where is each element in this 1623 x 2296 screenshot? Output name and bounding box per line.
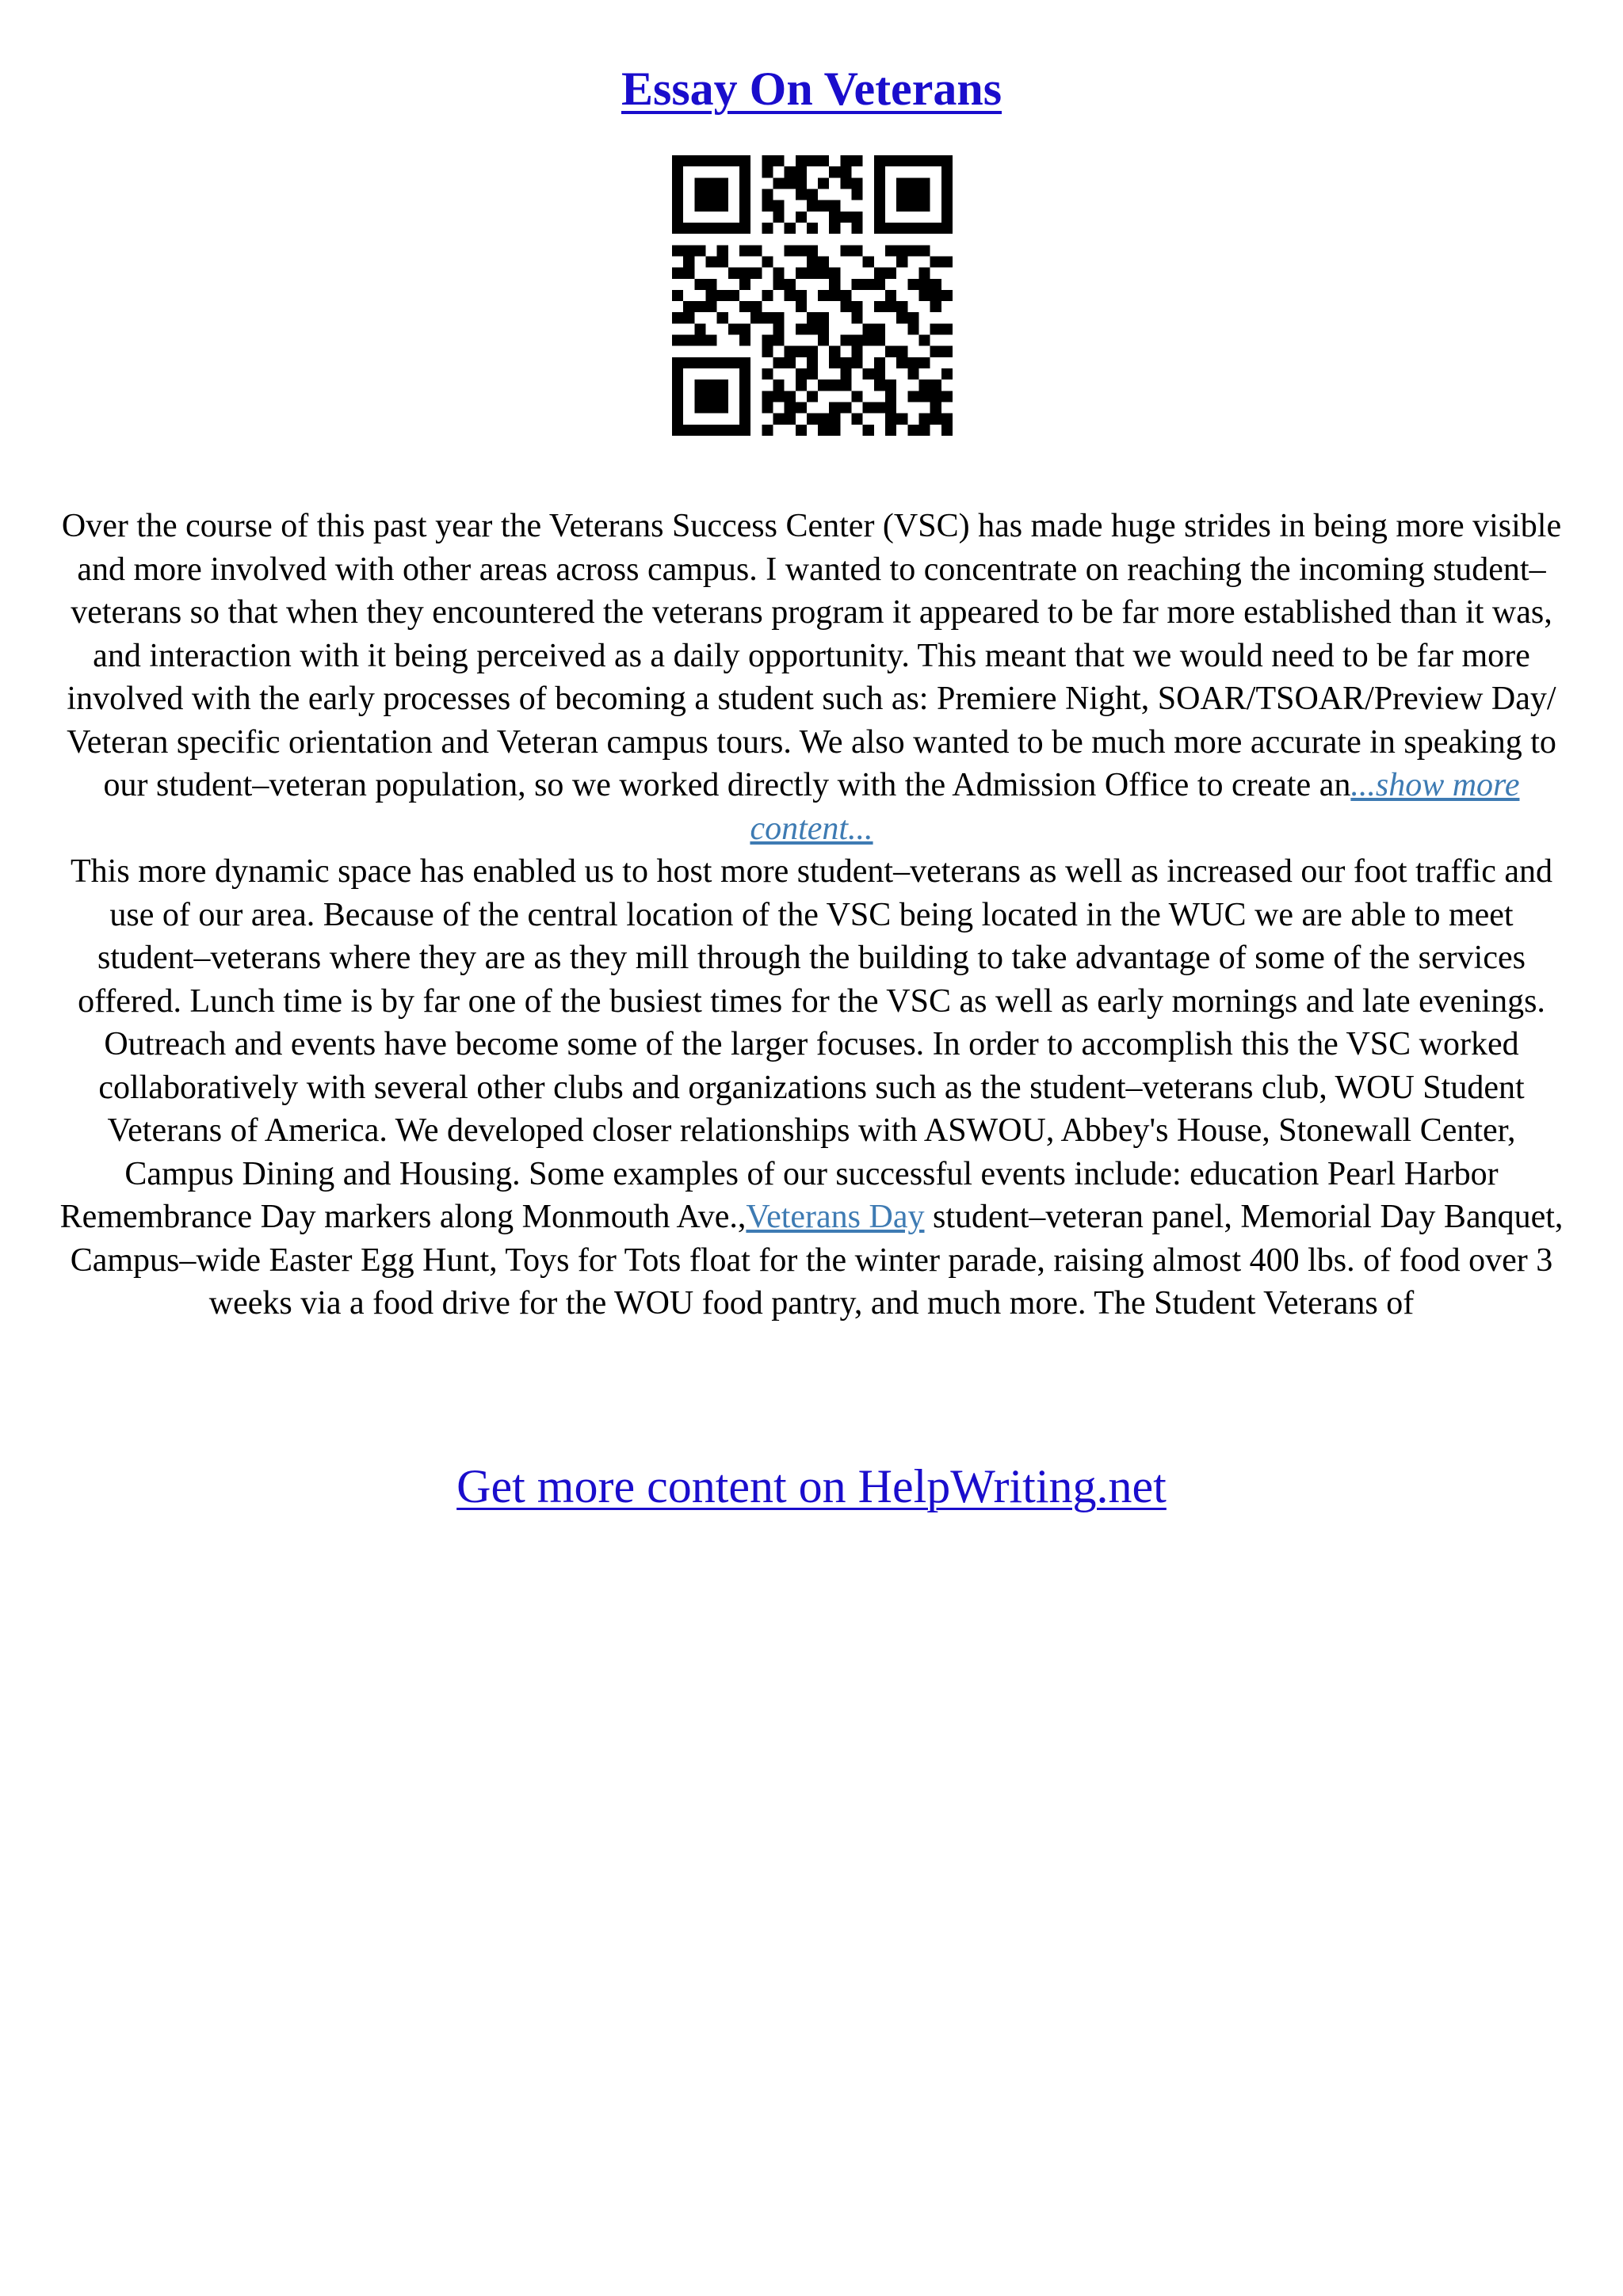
cta-container <box>0 1456 1623 1516</box>
qr-code-graphic <box>672 155 953 436</box>
paragraph-3-text-before: Outreach and events have become some of the larger focuses. In order to accomplish this the VSC worked collaboratively with several other clubs and organizations such as the student–veterans club, WOU Student Veterans of America. We developed closer relationships with ASWOU, Abbey's House, Stonewall Center, Campus Dining and Housing. Some examples of our successful events include: education Pearl Harbor Remembrance Day markers along Monmouth Ave., <box>59 1026 1525 1235</box>
paragraph-2 <box>55 850 1568 1023</box>
essay-body <box>55 505 1568 1325</box>
show-more-link[interactable]: ...show more content... <box>750 767 1520 847</box>
title-container <box>0 59 1623 119</box>
paragraph-2-text: This more dynamic space has enabled us to host more student–veterans as well as increased our foot traffic and use of our area. Because of the central location of the VSC being located in the WUC we are able to meet student–veterans where they are as they mill through the building to take advantage of some of the services offered. Lunch time is by far one of the busiest times for the VSC as well as early mornings and late evenings. <box>71 853 1552 1020</box>
paragraph-3-text-after: student–veteran panel, Memorial Day Banquet, Campus–wide Easter Egg Hunt, Toys for Tots float for the winter parade, raising almost 400 lbs. of food over 3 weeks via a food drive for the WOU food pantry, and much more. The Student Veterans of <box>70 1199 1564 1322</box>
qr-code-icon <box>672 155 953 436</box>
page-title-link[interactable]: Essay On Veterans <box>621 63 1002 115</box>
paragraph-3 <box>55 1023 1568 1325</box>
paragraph-1 <box>55 505 1568 850</box>
paragraph-1-text: Over the course of this past year the Veterans Success Center (VSC) has made huge strides in being more visible and more involved with other areas across campus. I wanted to concentrate on reaching the incoming student–veterans so that when they encountered the veterans program it appeared to be far more established than it was, and interaction with it being perceived as a daily opportunity. This meant that we would need to be far more involved with the early processes of becoming a student such as: Premiere Night, SOAR/TSOAR/Preview Day/ Veteran specific orientation and Veteran campus tours. We also wanted to be much more accurate in speaking to our student–veteran population, so we worked directly with the Admission Office to create an <box>61 508 1562 803</box>
get-more-content-link[interactable]: Get more content on HelpWriting.net <box>456 1460 1167 1512</box>
veterans-day-link[interactable]: Veterans Day <box>746 1199 925 1235</box>
